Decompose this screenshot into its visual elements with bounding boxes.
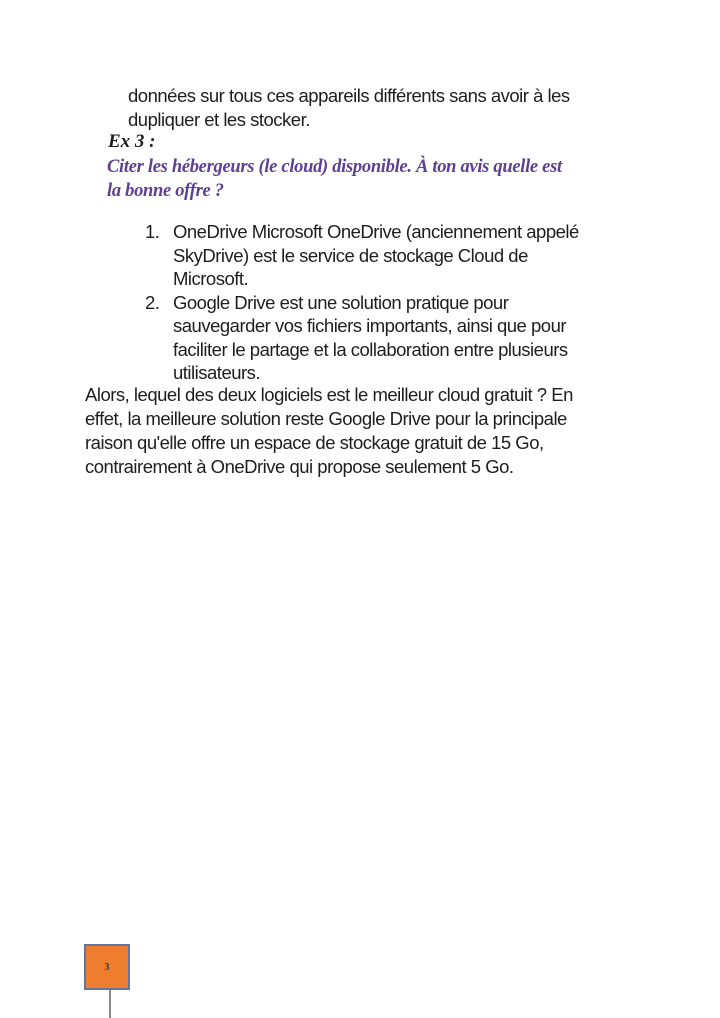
list-item-marker: 1. [145,221,160,242]
list-item-line: SkyDrive) est le service de stockage Cloud de [173,244,528,266]
list-item-text [173,220,579,291]
list-item-line: Google Drive est une solution pratique pour [173,291,509,313]
list-item-line: OneDrive Microsoft OneDrive (anciennement appelé [173,221,579,242]
footer-divider-line [109,990,111,1018]
exercise-label: Ex 3 : [108,131,156,152]
exercise-question [107,155,562,203]
list-item-text [173,291,568,385]
list-item-line: Microsoft. [173,268,249,289]
paragraph-intro-line: données sur tous ces appareils différents sans avoir à les [128,85,570,106]
paragraph-intro [128,84,570,131]
list-item-line: faciliter le partage et la collaboration entre plusieurs [173,338,568,360]
page-number: 3 [104,961,110,973]
list-item-line: utilisateurs. [173,362,261,383]
list-item-line: sauvegarder vos fichiers importants, ainsi que pour [173,315,567,336]
paragraph-conclusion [85,383,573,479]
paragraph-conclusion-line: contrairement à OneDrive qui propose seulement 5 Go. [85,456,514,477]
paragraph-intro-line: dupliquer et les stocker. [128,108,310,130]
paragraph-conclusion-line: Alors, lequel des deux logiciels est le meilleur cloud gratuit ? En [85,384,573,405]
paragraph-conclusion-line: effet, la meilleure solution reste Google Drive pour la principale [85,408,567,429]
page-number-box [84,944,130,990]
exercise-question-line: la bonne offre ? [107,181,224,201]
paragraph-conclusion-line: raison qu'elle offre un espace de stockage gratuit de 15 Go, [85,432,544,453]
list-item-marker: 2. [145,291,160,313]
exercise-question-line: Citer les hébergeurs (le cloud) disponible. À ton avis quelle est [107,157,562,177]
